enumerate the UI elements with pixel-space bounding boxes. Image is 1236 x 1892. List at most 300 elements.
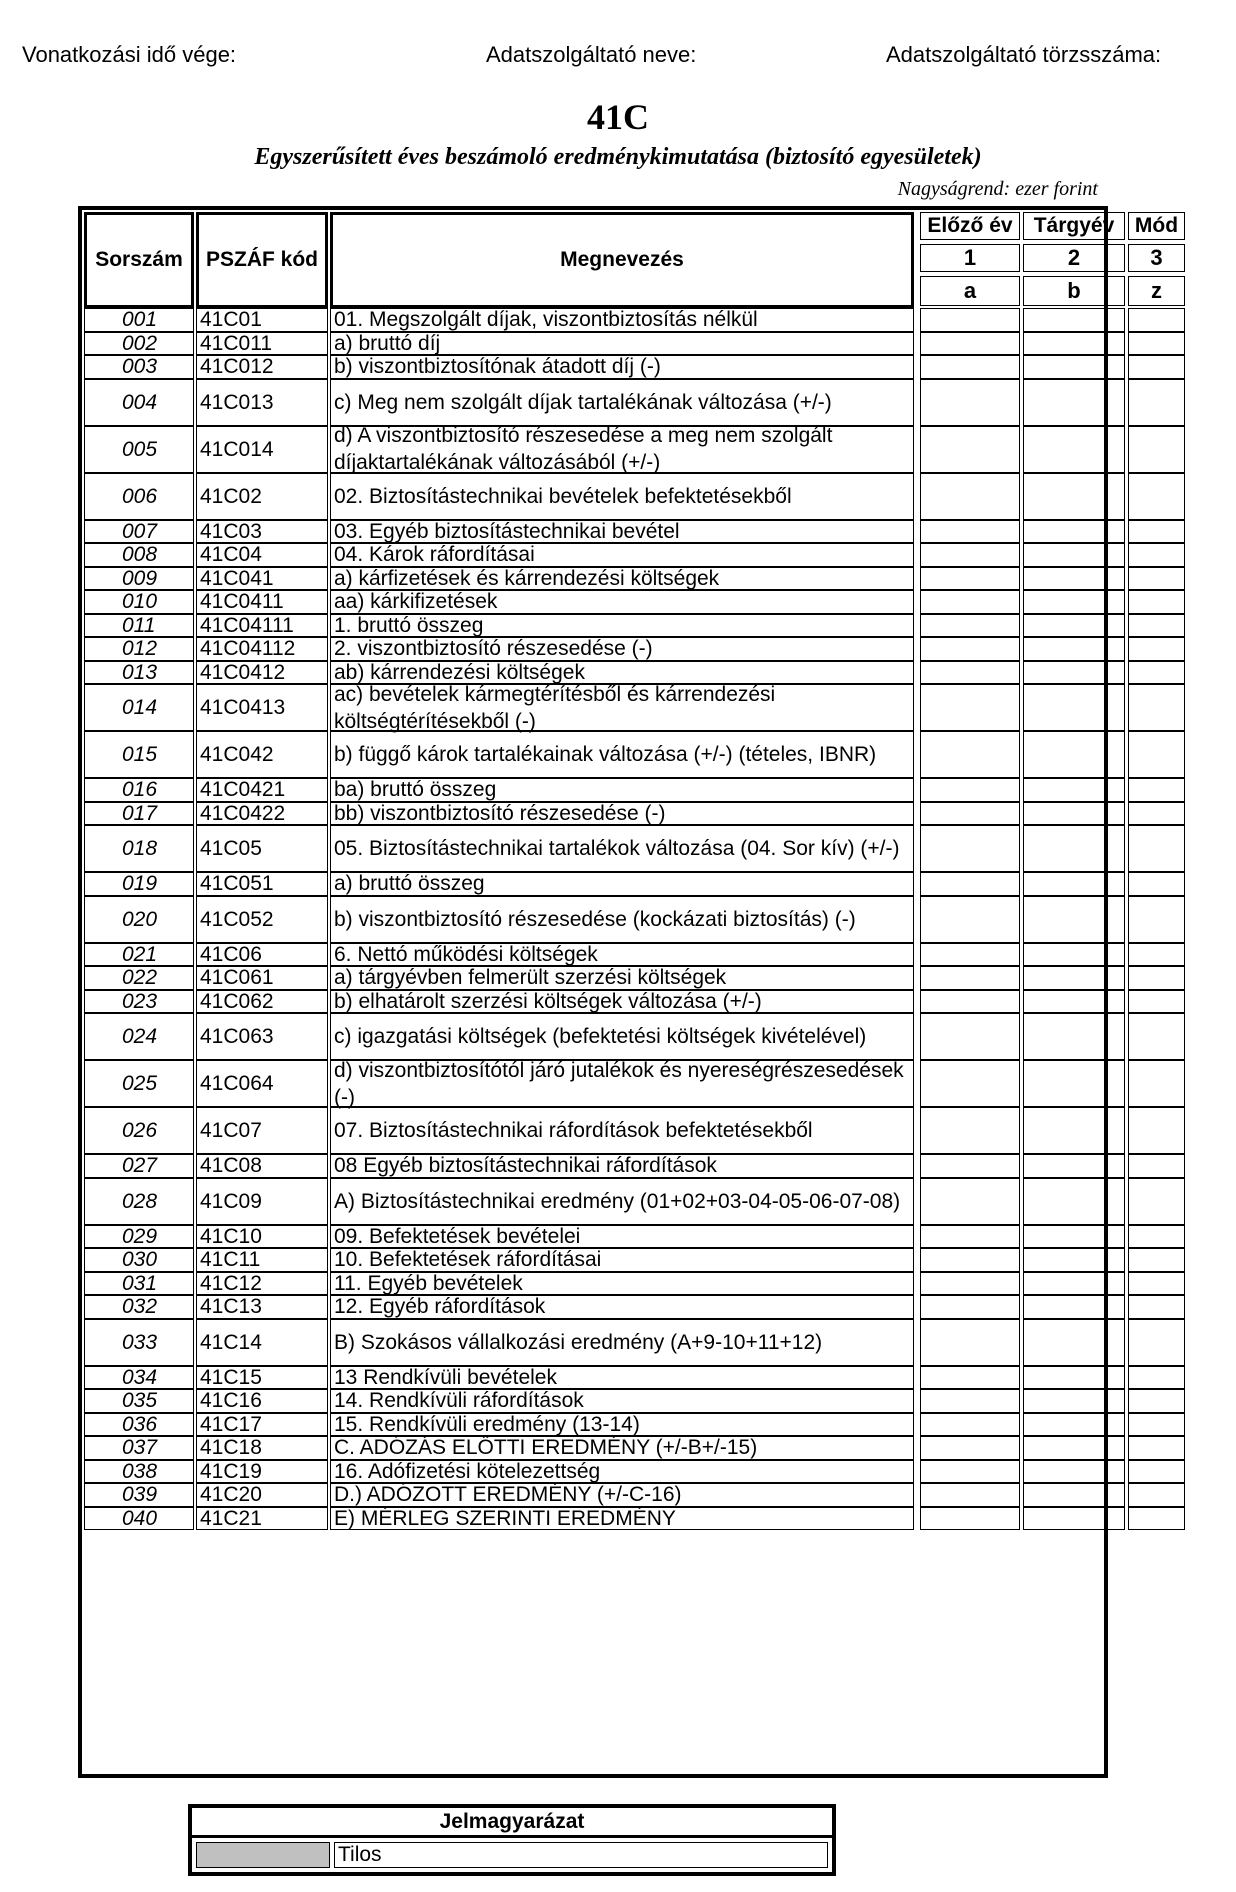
row-number: 007 [84,520,194,544]
row-value-previous-year[interactable] [920,379,1020,426]
row-number: 040 [84,1507,194,1531]
row-pszaf-code: 41C061 [196,966,328,990]
row-value-previous-year[interactable] [920,1225,1020,1249]
table-row [82,825,1104,872]
row-value-modification[interactable] [1128,379,1185,426]
row-name: a) kárfizetések és kárrendezési költségek [330,567,914,591]
row-value-modification[interactable] [1128,543,1185,567]
row-name: 15. Rendkívüli eredmény (13-14) [330,1413,914,1437]
row-value-previous-year[interactable] [920,1107,1020,1154]
row-number: 033 [84,1319,194,1366]
row-number: 011 [84,614,194,638]
row-number: 030 [84,1248,194,1272]
row-value-current-year[interactable] [1023,1248,1125,1272]
row-value-current-year[interactable] [1023,1154,1125,1178]
row-value-previous-year[interactable] [920,1178,1020,1225]
row-pszaf-code: 41C052 [196,896,328,943]
row-value-current-year[interactable] [1023,1366,1125,1390]
row-value-current-year[interactable] [1023,1295,1125,1319]
header-elozo-ev: Előző év [920,212,1020,240]
row-number: 020 [84,896,194,943]
header-targyev: Tárgyév [1023,212,1125,240]
table-row [82,1295,1104,1319]
table-row [82,355,1104,379]
row-pszaf-code: 41C14 [196,1319,328,1366]
header-pszaf-kod: PSZÁF kód [196,212,328,308]
row-value-current-year[interactable] [1023,825,1125,872]
row-value-modification[interactable] [1128,802,1185,826]
row-number: 021 [84,943,194,967]
table-row [82,473,1104,520]
table-row [82,1319,1104,1366]
row-name: ab) kárrendezési költségek [330,661,914,685]
table-row [82,308,1104,332]
row-name: 09. Befektetések bevételei [330,1225,914,1249]
row-name: B) Szokásos vállalkozási eredmény (A+9-10+11+12) [330,1319,914,1366]
row-value-current-year[interactable] [1023,332,1125,356]
provider-name-label: Adatszolgáltató neve: [486,42,697,67]
row-pszaf-code: 41C013 [196,379,328,426]
table-row [82,1013,1104,1060]
form-code: 41C [587,97,649,137]
row-value-modification[interactable] [1128,567,1185,591]
row-value-modification[interactable] [1128,1295,1185,1319]
row-value-modification[interactable] [1128,520,1185,544]
table-row [82,778,1104,802]
table-row [82,567,1104,591]
table-row [82,1107,1104,1154]
table-row [82,1483,1104,1507]
table-row [82,802,1104,826]
table-row [82,1225,1104,1249]
row-value-previous-year[interactable] [920,1460,1020,1484]
row-number: 014 [84,684,194,731]
row-name: bb) viszontbiztosító részesedése (-) [330,802,914,826]
row-value-modification[interactable] [1128,637,1185,661]
row-value-current-year[interactable] [1023,661,1125,685]
row-value-current-year[interactable] [1023,590,1125,614]
period-end-label: Vonatkozási idő vége: [22,42,237,67]
row-name: b) viszontbiztosító részesedése (kockázati biztosítás) (-) [330,896,914,943]
row-value-previous-year[interactable] [920,1507,1020,1531]
table-row [82,1178,1104,1225]
row-pszaf-code: 41C03 [196,520,328,544]
row-pszaf-code: 41C10 [196,1225,328,1249]
col-letter-z: z [1128,276,1185,306]
row-number: 013 [84,661,194,685]
row-number: 012 [84,637,194,661]
row-value-modification[interactable] [1128,825,1185,872]
table-row [82,1507,1104,1531]
row-value-previous-year[interactable] [920,308,1020,332]
row-number: 036 [84,1413,194,1437]
row-value-current-year[interactable] [1023,943,1125,967]
row-value-modification[interactable] [1128,355,1185,379]
provider-id-label: Adatszolgáltató törzsszáma: [886,42,1162,67]
row-value-previous-year[interactable] [920,872,1020,896]
row-number: 016 [84,778,194,802]
row-value-previous-year[interactable] [920,1436,1020,1460]
row-value-previous-year[interactable] [920,896,1020,943]
row-value-modification[interactable] [1128,1272,1185,1296]
table-row [82,1272,1104,1296]
row-number: 002 [84,332,194,356]
row-pszaf-code: 41C012 [196,355,328,379]
row-value-modification[interactable] [1128,1389,1185,1413]
row-value-current-year[interactable] [1023,684,1125,731]
row-value-modification[interactable] [1128,1178,1185,1225]
row-value-modification[interactable] [1128,872,1185,896]
row-name: b) elhatárolt szerzési költségek változása (+/-) [330,990,914,1014]
row-value-current-year[interactable] [1023,1319,1125,1366]
row-pszaf-code: 41C0412 [196,661,328,685]
row-number: 038 [84,1460,194,1484]
row-pszaf-code: 41C02 [196,473,328,520]
row-value-previous-year[interactable] [920,1483,1020,1507]
row-pszaf-code: 41C0411 [196,590,328,614]
row-value-previous-year[interactable] [920,1013,1020,1060]
row-value-modification[interactable] [1128,684,1185,731]
row-value-previous-year[interactable] [920,943,1020,967]
row-name: 05. Biztosítástechnikai tartalékok változása (04. Sor kív) (+/-) [330,825,914,872]
table-row [82,1154,1104,1178]
row-number: 005 [84,426,194,473]
table-row [82,520,1104,544]
legend-title: Jelmagyarázat [192,1808,832,1838]
row-name: 14. Rendkívüli ráfordítások [330,1389,914,1413]
row-value-previous-year[interactable] [920,1060,1020,1107]
row-pszaf-code: 41C18 [196,1436,328,1460]
row-value-modification[interactable] [1128,1248,1185,1272]
row-value-current-year[interactable] [1023,1060,1125,1107]
row-value-modification[interactable] [1128,308,1185,332]
row-value-current-year[interactable] [1023,802,1125,826]
row-number: 023 [84,990,194,1014]
row-number: 022 [84,966,194,990]
row-number: 034 [84,1366,194,1390]
table-row [82,684,1104,731]
row-name: aa) kárkifizetések [330,590,914,614]
row-value-modification[interactable] [1128,1366,1185,1390]
row-number: 039 [84,1483,194,1507]
row-number: 032 [84,1295,194,1319]
row-value-previous-year[interactable] [920,637,1020,661]
row-name: a) bruttó díj [330,332,914,356]
table-row [82,966,1104,990]
row-pszaf-code: 41C062 [196,990,328,1014]
row-name: 13 Rendkívüli bevételek [330,1366,914,1390]
row-value-previous-year[interactable] [920,614,1020,638]
col-number-3: 3 [1128,244,1185,272]
row-pszaf-code: 41C13 [196,1295,328,1319]
row-name: d) A viszontbiztosító részesedése a meg nem szolgált díjaktartalékának változásából (+/-) [330,426,914,473]
row-value-current-year[interactable] [1023,1272,1125,1296]
table-row [82,614,1104,638]
row-pszaf-code: 41C0421 [196,778,328,802]
row-value-modification[interactable] [1128,1154,1185,1178]
row-pszaf-code: 41C19 [196,1460,328,1484]
row-name: d) viszontbiztosítótól járó jutalékok és nyereségrészesedések (-) [330,1060,914,1107]
table-row [82,1366,1104,1390]
row-value-current-year[interactable] [1023,473,1125,520]
row-number: 009 [84,567,194,591]
row-value-modification[interactable] [1128,614,1185,638]
row-name: 02. Biztosítástechnikai bevételek befektetésekből [330,473,914,520]
table-row [82,872,1104,896]
row-value-previous-year[interactable] [920,825,1020,872]
col-letter-b: b [1023,276,1125,306]
row-name: 16. Adófizetési kötelezettség [330,1460,914,1484]
row-value-modification[interactable] [1128,590,1185,614]
row-pszaf-code: 41C0413 [196,684,328,731]
row-pszaf-code: 41C21 [196,1507,328,1531]
row-value-modification[interactable] [1128,1013,1185,1060]
row-value-previous-year[interactable] [920,332,1020,356]
row-name: 6. Nettó működési költségek [330,943,914,967]
table-row [82,379,1104,426]
legend-swatch-forbidden [196,1842,330,1868]
row-value-current-year[interactable] [1023,1413,1125,1437]
row-pszaf-code: 41C064 [196,1060,328,1107]
row-name: c) igazgatási költségek (befektetési költségek kivételével) [330,1013,914,1060]
header-megnevezes: Megnevezés [330,212,914,308]
legend-label-forbidden: Tilos [334,1842,828,1868]
row-number: 015 [84,731,194,778]
row-value-current-year[interactable] [1023,1225,1125,1249]
row-name: a) tárgyévben felmerült szerzési költségek [330,966,914,990]
row-value-modification[interactable] [1128,943,1185,967]
magnitude-note: Nagyságrend: ezer forint [897,178,1098,200]
row-value-previous-year[interactable] [920,684,1020,731]
row-pszaf-code: 41C06 [196,943,328,967]
row-value-previous-year[interactable] [920,590,1020,614]
row-value-modification[interactable] [1128,1460,1185,1484]
row-value-previous-year[interactable] [920,355,1020,379]
row-value-current-year[interactable] [1023,896,1125,943]
table-row [82,731,1104,778]
row-value-current-year[interactable] [1023,872,1125,896]
row-value-current-year[interactable] [1023,1507,1125,1531]
row-value-modification[interactable] [1128,1107,1185,1154]
row-number: 026 [84,1107,194,1154]
row-value-current-year[interactable] [1023,308,1125,332]
table-row [82,332,1104,356]
row-pszaf-code: 41C014 [196,426,328,473]
row-value-previous-year[interactable] [920,1248,1020,1272]
row-value-modification[interactable] [1128,990,1185,1014]
col-letter-a: a [920,276,1020,306]
table-row [82,1436,1104,1460]
row-value-current-year[interactable] [1023,778,1125,802]
row-number: 029 [84,1225,194,1249]
row-name: 12. Egyéb ráfordítások [330,1295,914,1319]
row-value-current-year[interactable] [1023,1178,1125,1225]
row-name: 03. Egyéb biztosítástechnikai bevétel [330,520,914,544]
row-number: 018 [84,825,194,872]
row-value-previous-year[interactable] [920,473,1020,520]
row-name: 08 Egyéb biztosítástechnikai ráfordítások [330,1154,914,1178]
table-row [82,896,1104,943]
row-value-previous-year[interactable] [920,1295,1020,1319]
row-value-current-year[interactable] [1023,543,1125,567]
row-value-current-year[interactable] [1023,1389,1125,1413]
row-value-previous-year[interactable] [920,1366,1020,1390]
row-value-previous-year[interactable] [920,1389,1020,1413]
row-number: 027 [84,1154,194,1178]
row-number: 006 [84,473,194,520]
row-value-current-year[interactable] [1023,520,1125,544]
row-value-current-year[interactable] [1023,1013,1125,1060]
row-number: 025 [84,1060,194,1107]
row-value-previous-year[interactable] [920,661,1020,685]
row-name: 1. bruttó összeg [330,614,914,638]
row-value-previous-year[interactable] [920,543,1020,567]
row-name: ba) bruttó összeg [330,778,914,802]
row-value-current-year[interactable] [1023,990,1125,1014]
row-value-previous-year[interactable] [920,1272,1020,1296]
row-pszaf-code: 41C011 [196,332,328,356]
row-value-current-year[interactable] [1023,1436,1125,1460]
row-name: E) MÉRLEG SZERINTI EREDMÉNY [330,1507,914,1531]
form-title: Egyszerűsített éves beszámoló eredménykimutatása (biztosító egyesületek) [254,144,982,170]
row-name: a) bruttó összeg [330,872,914,896]
table-row [82,1248,1104,1272]
header-sorszam: Sorszám [84,212,194,308]
table-row [82,637,1104,661]
row-value-previous-year[interactable] [920,990,1020,1014]
income-statement-table [78,206,1179,1778]
row-value-current-year[interactable] [1023,1483,1125,1507]
row-pszaf-code: 41C16 [196,1389,328,1413]
header-mod: Mód [1128,212,1185,240]
row-pszaf-code: 41C09 [196,1178,328,1225]
row-pszaf-code: 41C05 [196,825,328,872]
row-value-previous-year[interactable] [920,426,1020,473]
row-value-previous-year[interactable] [920,731,1020,778]
row-number: 004 [84,379,194,426]
row-value-current-year[interactable] [1023,637,1125,661]
table-row [82,1389,1104,1413]
table-row [82,590,1104,614]
row-value-previous-year[interactable] [920,778,1020,802]
row-value-modification[interactable] [1128,1060,1185,1107]
row-pszaf-code: 41C20 [196,1483,328,1507]
row-value-previous-year[interactable] [920,1154,1020,1178]
row-name: ac) bevételek kármegtérítésből és kárrendezési költségtérítésekből (-) [330,684,914,731]
row-name: 10. Befektetések ráfordításai [330,1248,914,1272]
row-name: c) Meg nem szolgált díjak tartalékának változása (+/-) [330,379,914,426]
row-name: 11. Egyéb bevételek [330,1272,914,1296]
row-name: 2. viszontbiztosító részesedése (-) [330,637,914,661]
row-value-modification[interactable] [1128,1436,1185,1460]
row-number: 024 [84,1013,194,1060]
table-row [82,1413,1104,1437]
row-value-modification[interactable] [1128,778,1185,802]
row-value-modification[interactable] [1128,1507,1185,1531]
row-value-previous-year[interactable] [920,802,1020,826]
row-pszaf-code: 41C07 [196,1107,328,1154]
row-value-previous-year[interactable] [920,1413,1020,1437]
row-pszaf-code: 41C04 [196,543,328,567]
row-pszaf-code: 41C04112 [196,637,328,661]
row-value-modification[interactable] [1128,1483,1185,1507]
row-value-modification[interactable] [1128,896,1185,943]
row-value-current-year[interactable] [1023,731,1125,778]
row-pszaf-code: 41C041 [196,567,328,591]
row-name: b) viszontbiztosítónak átadott díj (-) [330,355,914,379]
row-number: 037 [84,1436,194,1460]
row-pszaf-code: 41C17 [196,1413,328,1437]
row-name: A) Biztosítástechnikai eredmény (01+02+03-04-05-06-07-08) [330,1178,914,1225]
row-number: 008 [84,543,194,567]
row-name: C. ADÓZÁS ELŐTTI EREDMÉNY (+/-B+/-15) [330,1436,914,1460]
row-value-modification[interactable] [1128,731,1185,778]
row-name: b) függő károk tartalékainak változása (+/-) (tételes, IBNR) [330,731,914,778]
row-pszaf-code: 41C051 [196,872,328,896]
row-value-current-year[interactable] [1023,966,1125,990]
row-value-previous-year[interactable] [920,520,1020,544]
row-value-current-year[interactable] [1023,379,1125,426]
col-number-2: 2 [1023,244,1125,272]
table-row [82,1060,1104,1107]
row-number: 035 [84,1389,194,1413]
row-value-previous-year[interactable] [920,1319,1020,1366]
row-value-current-year[interactable] [1023,1460,1125,1484]
row-value-current-year[interactable] [1023,614,1125,638]
row-name: 04. Károk ráfordításai [330,543,914,567]
row-value-previous-year[interactable] [920,567,1020,591]
row-value-modification[interactable] [1128,1319,1185,1366]
row-pszaf-code: 41C0422 [196,802,328,826]
row-pszaf-code: 41C042 [196,731,328,778]
row-number: 017 [84,802,194,826]
row-number: 019 [84,872,194,896]
row-value-current-year[interactable] [1023,567,1125,591]
row-value-current-year[interactable] [1023,355,1125,379]
row-value-modification[interactable] [1128,426,1185,473]
table-row [82,990,1104,1014]
row-pszaf-code: 41C11 [196,1248,328,1272]
row-value-previous-year[interactable] [920,966,1020,990]
row-value-modification[interactable] [1128,332,1185,356]
row-value-modification[interactable] [1128,966,1185,990]
row-number: 003 [84,355,194,379]
row-value-modification[interactable] [1128,1413,1185,1437]
row-name: 07. Biztosítástechnikai ráfordítások befektetésekből [330,1107,914,1154]
row-value-current-year[interactable] [1023,1107,1125,1154]
table-row [82,543,1104,567]
row-pszaf-code: 41C063 [196,1013,328,1060]
row-pszaf-code: 41C12 [196,1272,328,1296]
row-pszaf-code: 41C08 [196,1154,328,1178]
row-number: 010 [84,590,194,614]
table-row [82,1460,1104,1484]
row-value-modification[interactable] [1128,1225,1185,1249]
legend [188,1804,836,1876]
row-name: D.) ADÓZOTT EREDMÉNY (+/-C-16) [330,1483,914,1507]
row-value-current-year[interactable] [1023,426,1125,473]
row-pszaf-code: 41C15 [196,1366,328,1390]
row-value-modification[interactable] [1128,473,1185,520]
row-name: 01. Megszolgált díjak, viszontbiztosítás nélkül [330,308,914,332]
row-number: 031 [84,1272,194,1296]
row-value-modification[interactable] [1128,661,1185,685]
row-number: 001 [84,308,194,332]
row-number: 028 [84,1178,194,1225]
row-pszaf-code: 41C04111 [196,614,328,638]
row-pszaf-code: 41C01 [196,308,328,332]
table-row [82,426,1104,473]
